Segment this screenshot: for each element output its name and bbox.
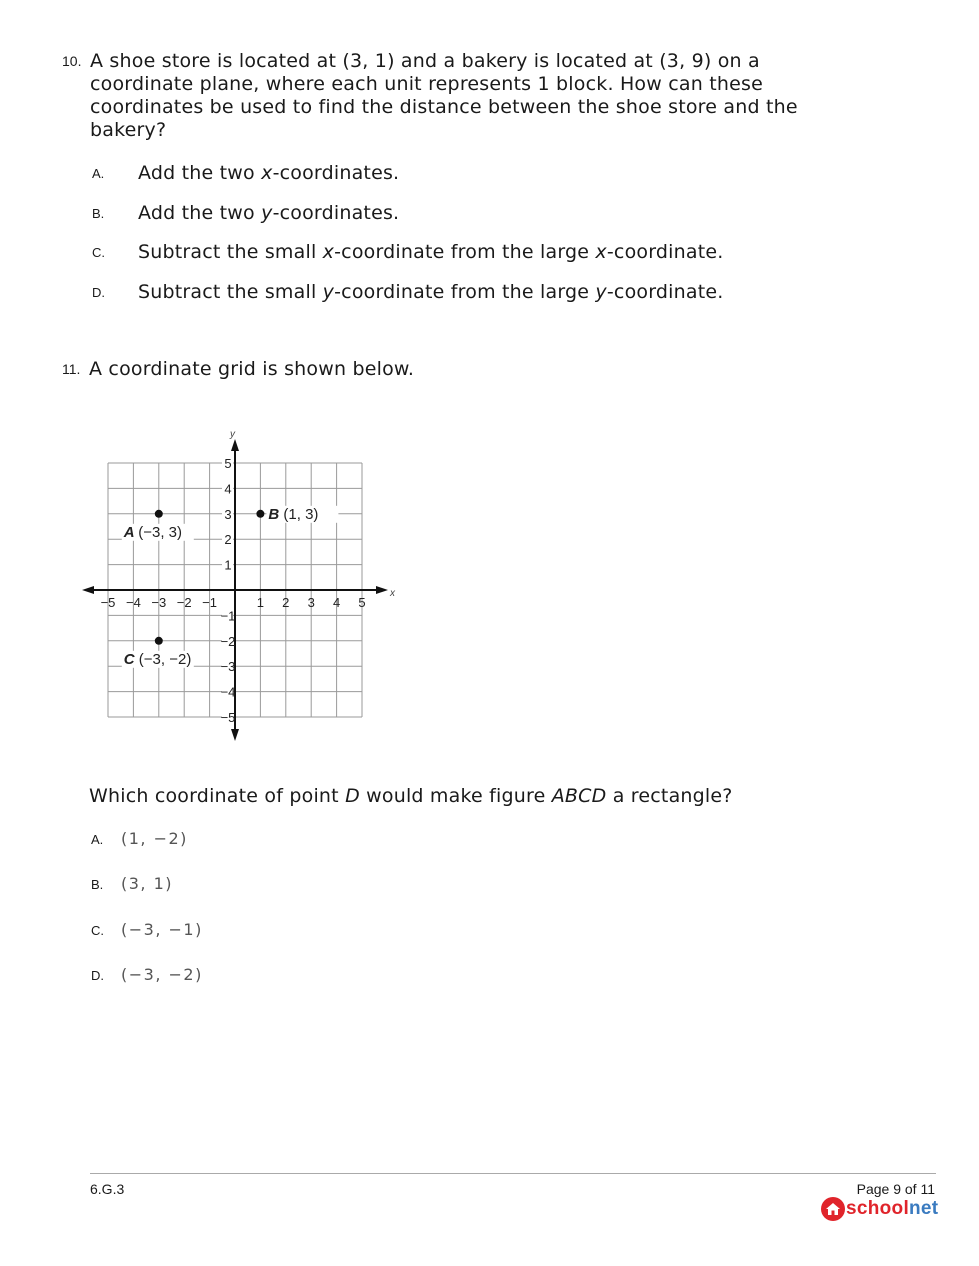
q10-option-b-letter: B.	[92, 206, 105, 221]
y-tick-label: 5	[224, 456, 232, 471]
q10-line-2: coordinate plane, where each unit represents 1 block. How can these	[90, 73, 763, 95]
q11-number: 11.	[62, 361, 81, 377]
x-axis-label: x	[390, 588, 395, 599]
coordinate-grid	[80, 425, 400, 745]
q11-intro: A coordinate grid is shown below.	[89, 358, 415, 380]
point-label-c: C (−3, −2)	[123, 650, 192, 668]
x-tick-label: −4	[125, 595, 141, 610]
q11-option-a-letter: A.	[91, 832, 104, 847]
q10-line-1: A shoe store is located at (3, 1) and a bakery is located at (3, 9) on a	[90, 50, 760, 72]
q10-option-d-text: Subtract the small y-coordinate from the large y-coordinate.	[138, 281, 724, 303]
q10-line-4: bakery?	[90, 119, 167, 141]
q10-option-a-text: Add the two x-coordinates.	[138, 162, 400, 184]
footer-page-number: Page 9 of 11	[856, 1181, 935, 1197]
x-tick-label: −2	[176, 595, 192, 610]
footer-divider	[90, 1173, 936, 1174]
q10-option-a-letter: A.	[92, 166, 105, 181]
q10-number: 10.	[62, 53, 82, 69]
axes	[82, 429, 396, 741]
x-tick-label: 3	[307, 595, 315, 610]
x-tick-label: 4	[332, 595, 341, 610]
q10-text	[90, 50, 798, 142]
q11-option-d-value: (−3, −2)	[121, 965, 203, 984]
schoolnet-logo	[820, 1196, 938, 1222]
y-tick-label: 2	[224, 532, 232, 548]
x-axis-arrow-right	[376, 586, 388, 594]
y-axis-arrow-up	[231, 439, 239, 451]
point-b	[256, 510, 264, 518]
point-a	[155, 510, 163, 518]
y-axis-label: y	[230, 429, 235, 440]
x-tick-label: 2	[282, 595, 290, 610]
q11-option-d-letter: D.	[91, 968, 104, 983]
q11-question: Which coordinate of point D would make figure ABCD a rectangle?	[89, 785, 733, 807]
x-tick-label: 1	[256, 595, 265, 610]
q11-option-b-value: (3, 1)	[121, 874, 174, 893]
q11-option-c-value: (−3, −1)	[121, 920, 203, 939]
point-c	[155, 637, 163, 645]
y-tick-label: 3	[224, 506, 232, 522]
y-tick-label: 4	[224, 481, 232, 497]
schoolnet-wordmark: schoolnet	[846, 1198, 939, 1219]
y-tick-label: 1	[224, 557, 232, 573]
q10-option-c-text: Subtract the small x-coordinate from the large x-coordinate.	[138, 241, 724, 263]
x-tick-label: −3	[151, 595, 167, 610]
x-tick-label: −5	[100, 595, 116, 610]
q10-option-d-letter: D.	[92, 285, 105, 300]
y-tick-label: −1	[220, 608, 236, 624]
y-tick-label: −2	[220, 633, 236, 649]
x-axis-arrow-left	[82, 586, 94, 594]
q11-option-c-letter: C.	[91, 923, 104, 938]
point-label-b: B (1, 3)	[268, 505, 319, 523]
q11-option-b-letter: B.	[91, 877, 104, 892]
q10-line-3: coordinates be used to find the distance between the shoe store and the	[90, 96, 798, 118]
footer-standard: 6.G.3	[90, 1181, 125, 1197]
q10-option-c-letter: C.	[92, 245, 105, 260]
y-tick-label: −5	[220, 710, 236, 725]
schoolnet-house-icon	[820, 1196, 846, 1222]
q11-option-a-value: (1, −2)	[121, 829, 188, 848]
y-axis-arrow-down	[231, 729, 239, 741]
y-tick-label: −3	[220, 659, 236, 675]
q10-option-b-text: Add the two y-coordinates.	[138, 202, 400, 224]
x-tick-label: −1	[202, 595, 218, 610]
point-label-a: A (−3, 3)	[123, 523, 183, 541]
y-tick-label: −4	[220, 684, 236, 700]
x-tick-label: 5	[358, 595, 366, 610]
